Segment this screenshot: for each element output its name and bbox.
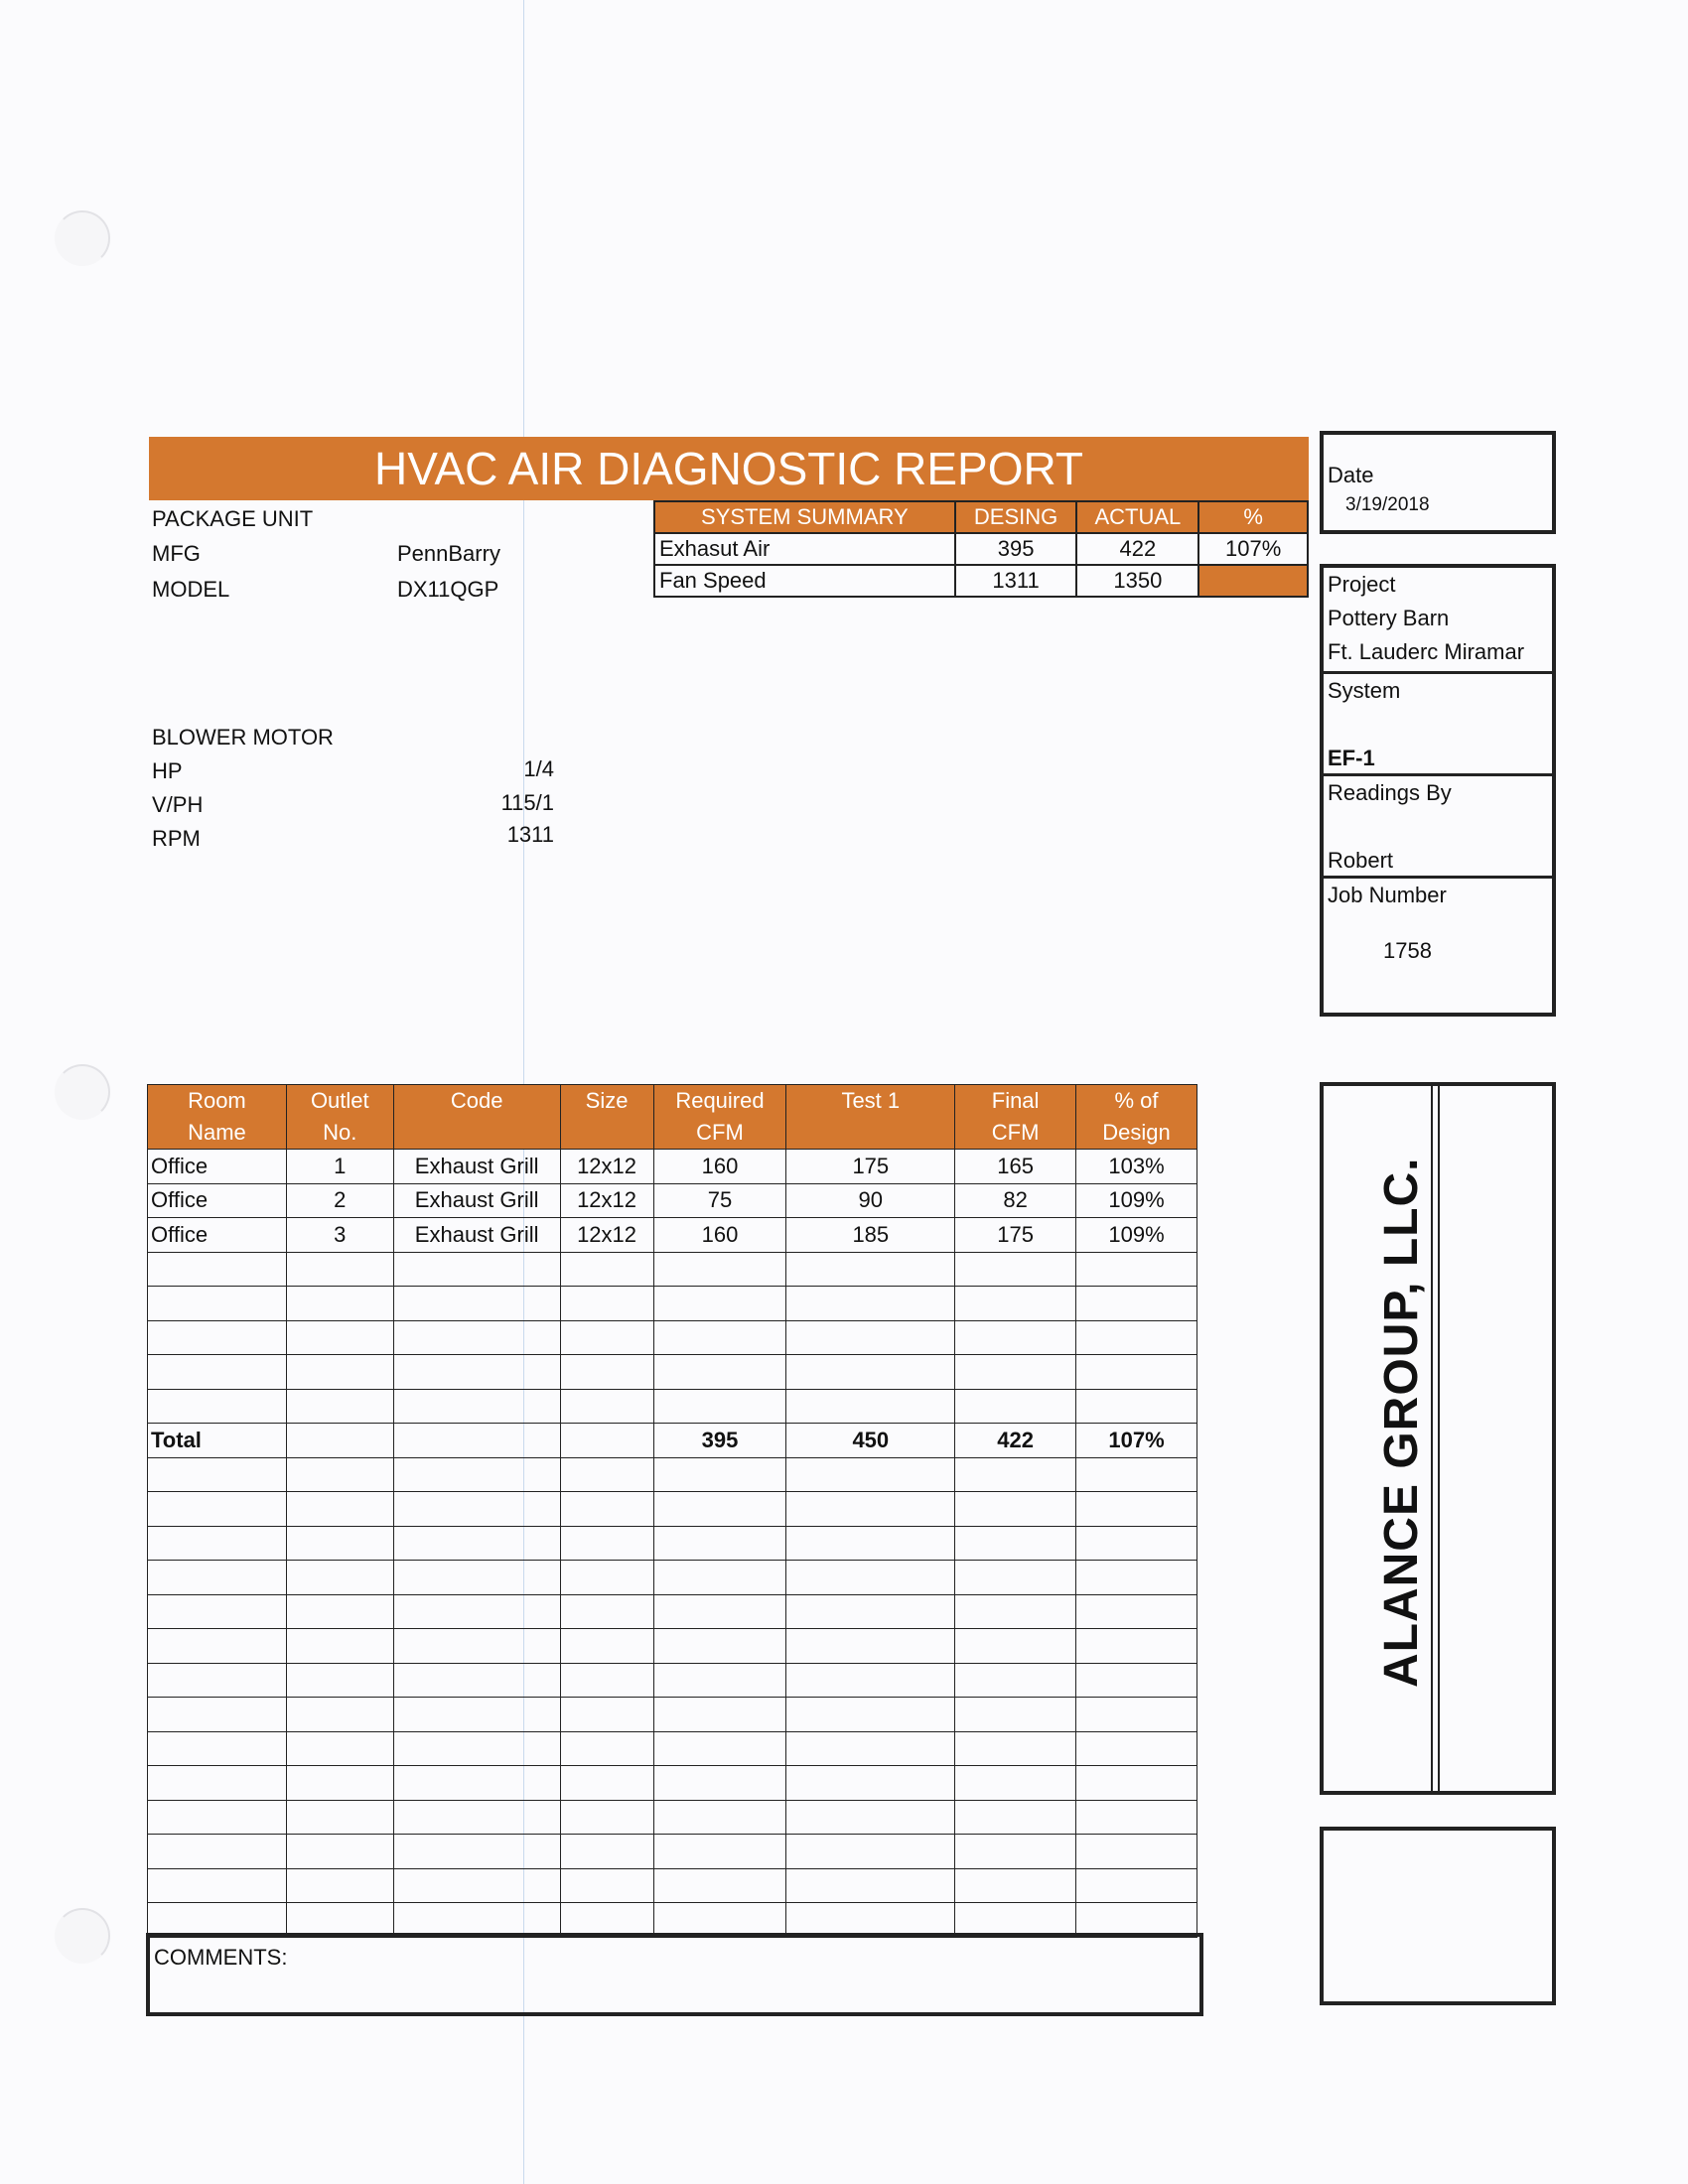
cell-size [560, 1287, 653, 1321]
cell-outlet-no [286, 1868, 393, 1903]
cell-final-cfm: 82 [955, 1183, 1076, 1218]
cell-percent-design: 109% [1076, 1183, 1197, 1218]
cell-required-cfm: 395 [653, 1424, 786, 1458]
cell-final-cfm [955, 1800, 1076, 1835]
cell-test-1: 450 [786, 1424, 955, 1458]
empty-row [148, 1868, 1197, 1903]
mfg-value: PennBarry [397, 541, 500, 566]
cell-outlet-no [286, 1663, 393, 1698]
company-name [1374, 1628, 1429, 1688]
summary-header-design: DESING [955, 501, 1077, 533]
header-final-line2: CFM [991, 1120, 1040, 1145]
cell-room-name [148, 1868, 287, 1903]
cell-final-cfm [955, 1561, 1076, 1595]
date-box [1320, 431, 1556, 534]
cell-required-cfm [653, 1561, 786, 1595]
cell-required-cfm [653, 1594, 786, 1629]
cell-code [393, 1424, 560, 1458]
cell-percent-design [1076, 1663, 1197, 1698]
cell-code [393, 1389, 560, 1424]
cell-percent-design [1076, 1629, 1197, 1664]
cell-percent-design [1076, 1868, 1197, 1903]
model-label: MODEL [152, 577, 230, 602]
summary-row-name: Exhasut Air [654, 533, 955, 565]
empty-row [148, 1629, 1197, 1664]
system-value: EF-1 [1328, 746, 1375, 770]
cell-percent-design [1076, 1903, 1197, 1938]
empty-row [148, 1355, 1197, 1390]
summary-row-design: 1311 [955, 565, 1077, 597]
cell-code [393, 1663, 560, 1698]
header-code-line1: Code [450, 1088, 503, 1113]
cell-required-cfm [653, 1698, 786, 1732]
cell-final-cfm [955, 1252, 1076, 1287]
cell-room-name [148, 1663, 287, 1698]
cell-required-cfm [653, 1731, 786, 1766]
cell-final-cfm: 165 [955, 1150, 1076, 1184]
cell-code [393, 1835, 560, 1869]
cell-outlet-no: 2 [286, 1183, 393, 1218]
cell-test-1 [786, 1594, 955, 1629]
cell-size [560, 1766, 653, 1801]
header-final-line1: Final [991, 1088, 1040, 1113]
empty-row [148, 1457, 1197, 1492]
cell-percent-design [1076, 1561, 1197, 1595]
table-row [148, 1150, 1197, 1184]
cell-code [393, 1800, 560, 1835]
cell-code [393, 1457, 560, 1492]
header-room-name [148, 1085, 287, 1150]
cell-required-cfm [653, 1663, 786, 1698]
cell-final-cfm [955, 1287, 1076, 1321]
empty-row [148, 1766, 1197, 1801]
cell-outlet-no [286, 1389, 393, 1424]
summary-row-name: Fan Speed [654, 565, 955, 597]
empty-row [148, 1594, 1197, 1629]
cell-room-name: Office [148, 1150, 287, 1184]
cell-size [560, 1561, 653, 1595]
cell-outlet-no [286, 1561, 393, 1595]
cell-size [560, 1800, 653, 1835]
cell-outlet-no [286, 1526, 393, 1561]
cell-size: 12x12 [560, 1183, 653, 1218]
system-label: System [1328, 678, 1401, 703]
cell-test-1 [786, 1868, 955, 1903]
cell-size: 12x12 [560, 1150, 653, 1184]
cell-code [393, 1698, 560, 1732]
cell-outlet-no [286, 1457, 393, 1492]
cell-percent-design [1076, 1594, 1197, 1629]
cell-test-1 [786, 1355, 955, 1390]
readings-label: Readings By [1328, 780, 1452, 805]
cell-room-name [148, 1903, 287, 1938]
cell-room-name: Total [148, 1424, 287, 1458]
cell-outlet-no [286, 1320, 393, 1355]
report-title: HVAC AIR DIAGNOSTIC REPORT [149, 437, 1309, 500]
date-value: 3/19/2018 [1345, 494, 1430, 515]
cell-outlet-no [286, 1252, 393, 1287]
cell-final-cfm [955, 1766, 1076, 1801]
cell-required-cfm: 75 [653, 1183, 786, 1218]
cell-final-cfm: 422 [955, 1424, 1076, 1458]
cell-final-cfm [955, 1320, 1076, 1355]
mfg-label: MFG [152, 541, 201, 566]
summary-row [654, 565, 1308, 597]
cell-percent-design [1076, 1835, 1197, 1869]
cell-test-1 [786, 1663, 955, 1698]
summary-row-design: 395 [955, 533, 1077, 565]
cell-required-cfm [653, 1868, 786, 1903]
cell-code [393, 1766, 560, 1801]
cell-test-1 [786, 1492, 955, 1527]
company-box [1320, 1082, 1556, 1795]
cell-code [393, 1355, 560, 1390]
cell-room-name [148, 1252, 287, 1287]
cell-final-cfm [955, 1731, 1076, 1766]
hp-value: 1/4 [523, 756, 554, 781]
cell-code [393, 1561, 560, 1595]
cell-percent-design [1076, 1731, 1197, 1766]
cell-percent-design: 107% [1076, 1424, 1197, 1458]
cell-required-cfm [653, 1800, 786, 1835]
cell-room-name [148, 1287, 287, 1321]
company-divider [1431, 1086, 1440, 1791]
job-value: 1758 [1383, 938, 1432, 963]
cell-final-cfm [955, 1903, 1076, 1938]
cell-test-1 [786, 1766, 955, 1801]
cell-test-1 [786, 1800, 955, 1835]
cell-outlet-no [286, 1800, 393, 1835]
cell-test-1 [786, 1389, 955, 1424]
cell-test-1 [786, 1287, 955, 1321]
cell-size [560, 1663, 653, 1698]
cell-room-name [148, 1835, 287, 1869]
cell-final-cfm [955, 1629, 1076, 1664]
cell-size [560, 1252, 653, 1287]
cell-size [560, 1903, 653, 1938]
cell-room-name [148, 1731, 287, 1766]
job-label: Job Number [1328, 883, 1447, 907]
header-test1-line1: Test 1 [841, 1088, 901, 1113]
empty-row [148, 1252, 1197, 1287]
cell-test-1 [786, 1252, 955, 1287]
cell-code [393, 1320, 560, 1355]
cell-final-cfm [955, 1492, 1076, 1527]
cell-room-name [148, 1457, 287, 1492]
header-required-line1: Required [675, 1088, 765, 1113]
cell-code [393, 1492, 560, 1527]
cell-size [560, 1835, 653, 1869]
cell-size [560, 1698, 653, 1732]
cell-percent-design [1076, 1252, 1197, 1287]
cell-test-1: 175 [786, 1150, 955, 1184]
empty-row [148, 1320, 1197, 1355]
cell-required-cfm [653, 1389, 786, 1424]
cell-required-cfm [653, 1903, 786, 1938]
cell-required-cfm [653, 1320, 786, 1355]
cell-room-name [148, 1355, 287, 1390]
cell-test-1 [786, 1561, 955, 1595]
cell-room-name [148, 1594, 287, 1629]
cell-required-cfm [653, 1526, 786, 1561]
cell-required-cfm [653, 1629, 786, 1664]
system-section [1324, 674, 1552, 776]
cell-percent-design [1076, 1766, 1197, 1801]
cell-size [560, 1389, 653, 1424]
cell-size [560, 1355, 653, 1390]
summary-header-actual: ACTUAL [1076, 501, 1198, 533]
cell-room-name [148, 1629, 287, 1664]
cell-size [560, 1629, 653, 1664]
cell-code [393, 1868, 560, 1903]
project-location: Ft. Lauderc Miramar [1328, 639, 1525, 664]
empty-row [148, 1526, 1197, 1561]
cell-size [560, 1868, 653, 1903]
project-label: Project [1328, 572, 1396, 597]
header-final-cfm [955, 1085, 1076, 1150]
cell-code [393, 1287, 560, 1321]
cell-final-cfm [955, 1389, 1076, 1424]
cell-outlet-no [286, 1424, 393, 1458]
cell-percent-design: 103% [1076, 1150, 1197, 1184]
summary-row-percent: 107% [1198, 533, 1308, 565]
cell-code: Exhaust Grill [393, 1218, 560, 1253]
punch-hole-middle [55, 1064, 110, 1120]
cell-outlet-no [286, 1731, 393, 1766]
cell-final-cfm [955, 1355, 1076, 1390]
cell-size [560, 1424, 653, 1458]
cell-test-1 [786, 1320, 955, 1355]
summary-row-actual: 422 [1076, 533, 1198, 565]
cell-test-1 [786, 1698, 955, 1732]
header-percent-line2: Design [1102, 1120, 1171, 1145]
cell-test-1 [786, 1903, 955, 1938]
readings-section [1324, 776, 1552, 879]
punch-hole-top [55, 210, 110, 266]
summary-header-row [654, 501, 1308, 533]
cell-outlet-no [286, 1629, 393, 1664]
cell-outlet-no [286, 1594, 393, 1629]
cell-room-name [148, 1492, 287, 1527]
header-outlet-line2: No. [323, 1120, 357, 1145]
cell-final-cfm [955, 1526, 1076, 1561]
cell-size: 12x12 [560, 1218, 653, 1253]
cell-room-name [148, 1800, 287, 1835]
comments-box [146, 1933, 1203, 2016]
header-required-cfm [653, 1085, 786, 1150]
cell-size [560, 1492, 653, 1527]
header-code [393, 1085, 560, 1150]
cell-room-name: Office [148, 1183, 287, 1218]
header-percent-line1: % of [1114, 1088, 1159, 1113]
cell-final-cfm: 175 [955, 1218, 1076, 1253]
cell-outlet-no [286, 1492, 393, 1527]
readings-table [147, 1084, 1197, 1938]
cell-test-1 [786, 1629, 955, 1664]
comments-label: COMMENTS: [154, 1945, 288, 1970]
blank-box [1320, 1827, 1556, 2005]
cell-test-1: 185 [786, 1218, 955, 1253]
rpm-value: 1311 [506, 822, 554, 847]
summary-row [654, 533, 1308, 565]
cell-final-cfm [955, 1594, 1076, 1629]
empty-row [148, 1492, 1197, 1527]
cell-room-name: Office [148, 1218, 287, 1253]
cell-final-cfm [955, 1663, 1076, 1698]
table-row [148, 1218, 1197, 1253]
total-row [148, 1424, 1197, 1458]
cell-code [393, 1903, 560, 1938]
readings-value: Robert [1328, 848, 1394, 873]
cell-code: Exhaust Grill [393, 1150, 560, 1184]
empty-row [148, 1835, 1197, 1869]
cell-size [560, 1731, 653, 1766]
cell-required-cfm [653, 1766, 786, 1801]
cell-outlet-no: 1 [286, 1150, 393, 1184]
empty-row [148, 1903, 1197, 1938]
cell-percent-design [1076, 1355, 1197, 1390]
cell-code [393, 1526, 560, 1561]
rpm-label: RPM [152, 826, 201, 851]
cell-test-1 [786, 1526, 955, 1561]
cell-size [560, 1457, 653, 1492]
empty-row [148, 1389, 1197, 1424]
cell-required-cfm [653, 1835, 786, 1869]
header-required-line2: CFM [696, 1120, 744, 1145]
table-header-row [148, 1085, 1197, 1150]
project-name: Pottery Barn [1328, 606, 1450, 630]
job-section [1324, 879, 1552, 1008]
cell-test-1 [786, 1457, 955, 1492]
table-row [148, 1183, 1197, 1218]
cell-room-name [148, 1526, 287, 1561]
cell-room-name [148, 1561, 287, 1595]
header-outlet-no [286, 1085, 393, 1150]
cell-percent-design [1076, 1457, 1197, 1492]
cell-test-1 [786, 1835, 955, 1869]
cell-outlet-no: 3 [286, 1218, 393, 1253]
empty-row [148, 1663, 1197, 1698]
cell-outlet-no [286, 1287, 393, 1321]
date-label: Date [1328, 463, 1374, 487]
header-size [560, 1085, 653, 1150]
cell-room-name [148, 1389, 287, 1424]
cell-required-cfm [653, 1492, 786, 1527]
cell-required-cfm: 160 [653, 1150, 786, 1184]
header-room-name-line2: Name [188, 1120, 246, 1145]
blower-motor-heading: BLOWER MOTOR [152, 725, 334, 750]
empty-row [148, 1698, 1197, 1732]
cell-required-cfm [653, 1252, 786, 1287]
cell-final-cfm [955, 1835, 1076, 1869]
summary-header-percent: % [1198, 501, 1308, 533]
cell-percent-design [1076, 1287, 1197, 1321]
cell-outlet-no [286, 1835, 393, 1869]
cell-outlet-no [286, 1698, 393, 1732]
header-room-name-line1: Room [188, 1088, 246, 1113]
summary-row-actual: 1350 [1076, 565, 1198, 597]
system-summary-table [653, 500, 1309, 598]
cell-room-name [148, 1698, 287, 1732]
cell-room-name [148, 1766, 287, 1801]
project-section [1324, 568, 1552, 674]
cell-code [393, 1252, 560, 1287]
punch-hole-bottom [55, 1908, 110, 1964]
header-test-1 [786, 1085, 955, 1150]
cell-required-cfm [653, 1355, 786, 1390]
cell-room-name [148, 1320, 287, 1355]
empty-row [148, 1800, 1197, 1835]
cell-code [393, 1629, 560, 1664]
header-percent-design [1076, 1085, 1197, 1150]
cell-test-1: 90 [786, 1183, 955, 1218]
header-outlet-line1: Outlet [310, 1088, 369, 1113]
package-unit-heading: PACKAGE UNIT [152, 506, 314, 531]
cell-percent-design [1076, 1389, 1197, 1424]
cell-percent-design: 109% [1076, 1218, 1197, 1253]
cell-size [560, 1320, 653, 1355]
cell-percent-design [1076, 1698, 1197, 1732]
cell-outlet-no [286, 1766, 393, 1801]
cell-required-cfm: 160 [653, 1218, 786, 1253]
cell-size [560, 1594, 653, 1629]
cell-percent-design [1076, 1526, 1197, 1561]
cell-code [393, 1731, 560, 1766]
cell-percent-design [1076, 1492, 1197, 1527]
cell-size [560, 1526, 653, 1561]
cell-final-cfm [955, 1457, 1076, 1492]
cell-required-cfm [653, 1457, 786, 1492]
cell-percent-design [1076, 1320, 1197, 1355]
cell-outlet-no [286, 1903, 393, 1938]
cell-required-cfm [653, 1287, 786, 1321]
cell-test-1 [786, 1731, 955, 1766]
summary-row-percent [1198, 565, 1308, 597]
empty-row [148, 1731, 1197, 1766]
cell-code [393, 1594, 560, 1629]
vph-value: 115/1 [500, 790, 554, 815]
empty-row [148, 1287, 1197, 1321]
hp-label: HP [152, 758, 183, 783]
header-size-line1: Size [585, 1088, 629, 1113]
cell-final-cfm [955, 1698, 1076, 1732]
cell-percent-design [1076, 1800, 1197, 1835]
empty-row [148, 1561, 1197, 1595]
project-info-box [1320, 564, 1556, 1017]
cell-code: Exhaust Grill [393, 1183, 560, 1218]
vph-label: V/PH [152, 792, 204, 817]
cell-final-cfm [955, 1868, 1076, 1903]
summary-header-system: SYSTEM SUMMARY [654, 501, 955, 533]
model-value: DX11QGP [397, 577, 499, 602]
cell-outlet-no [286, 1355, 393, 1390]
